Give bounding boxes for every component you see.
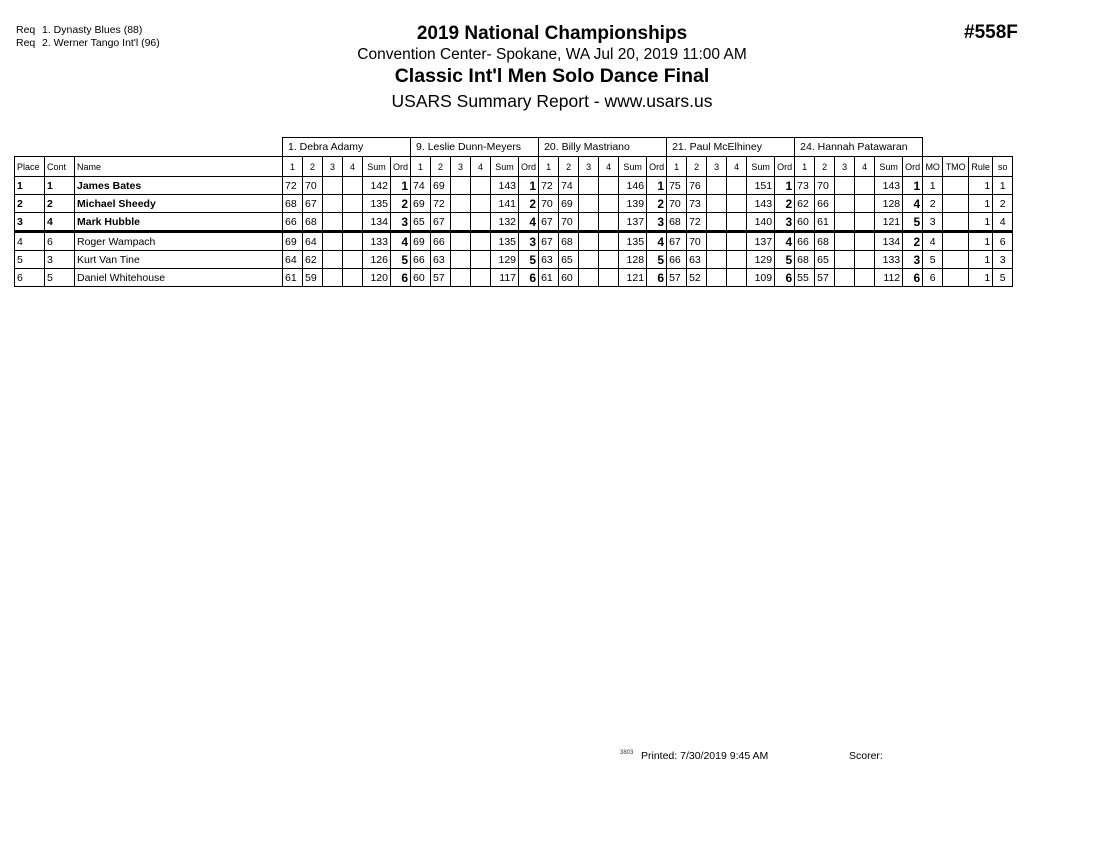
score-1-cell: 65 — [411, 213, 431, 232]
score-4-cell — [471, 213, 491, 232]
request-text: 2. Werner Tango Int'l (96) — [42, 37, 160, 49]
header-judge-col: Sum — [875, 157, 903, 177]
header-judge-col: 1 — [283, 157, 303, 177]
score-2-cell: 68 — [303, 213, 323, 232]
column-header-row — [15, 157, 1013, 177]
sum-cell: 135 — [619, 232, 647, 251]
score-2-cell: 76 — [687, 177, 707, 195]
header-judge-col: 4 — [343, 157, 363, 177]
score-4-cell — [599, 213, 619, 232]
score-3-cell — [323, 177, 343, 195]
score-4-cell — [855, 269, 875, 287]
mo-cell: 3 — [923, 213, 943, 232]
sum-cell: 117 — [491, 269, 519, 287]
header-judge-col: Ord — [903, 157, 923, 177]
score-3-cell — [579, 251, 599, 269]
score-2-cell: 52 — [687, 269, 707, 287]
sum-cell: 120 — [363, 269, 391, 287]
score-2-cell: 59 — [303, 269, 323, 287]
score-3-cell — [323, 232, 343, 251]
header-judge-col: 3 — [451, 157, 471, 177]
score-4-cell — [343, 251, 363, 269]
score-3-cell — [835, 213, 855, 232]
ordinal-cell: 1 — [391, 177, 411, 195]
score-2-cell: 74 — [559, 177, 579, 195]
sum-cell: 135 — [491, 232, 519, 251]
header-mo: MO — [923, 157, 943, 177]
tmo-cell — [943, 251, 969, 269]
ordinal-cell: 5 — [519, 251, 539, 269]
score-3-cell — [835, 232, 855, 251]
championship-title: 2019 National Championships — [416, 23, 688, 44]
header-judge-col: 4 — [599, 157, 619, 177]
judge-name: 20. Billy Mastriano — [539, 138, 667, 157]
score-1-cell: 70 — [539, 195, 559, 213]
header-tmo: TMO — [943, 157, 969, 177]
sum-cell: 142 — [363, 177, 391, 195]
score-3-cell — [835, 195, 855, 213]
results-table — [14, 137, 1013, 287]
score-2-cell: 57 — [815, 269, 835, 287]
so-cell: 1 — [993, 177, 1013, 195]
score-4-cell — [855, 251, 875, 269]
judge-name: 21. Paul McElhiney — [667, 138, 795, 157]
sum-cell: 140 — [747, 213, 775, 232]
score-4-cell — [471, 195, 491, 213]
event-code: #558F — [964, 22, 1018, 43]
score-3-cell — [451, 195, 471, 213]
header-judge-col: 2 — [303, 157, 323, 177]
score-4-cell — [471, 251, 491, 269]
sum-cell: 143 — [491, 177, 519, 195]
ordinal-cell: 4 — [519, 213, 539, 232]
score-4-cell — [343, 232, 363, 251]
score-3-cell — [579, 269, 599, 287]
header-judge-col: 4 — [855, 157, 875, 177]
sum-cell: 128 — [619, 251, 647, 269]
ordinal-cell: 4 — [775, 232, 795, 251]
printed-timestamp: Printed: 7/30/2019 9:45 AM — [641, 750, 769, 762]
header-judge-col: 4 — [727, 157, 747, 177]
scorer-label: Scorer: — [849, 750, 883, 762]
score-2-cell: 69 — [559, 195, 579, 213]
contestant-number-cell: 2 — [45, 195, 75, 213]
sum-cell: 133 — [363, 232, 391, 251]
ordinal-cell: 6 — [903, 269, 923, 287]
score-4-cell — [727, 269, 747, 287]
ordinal-cell: 4 — [647, 232, 667, 251]
score-4-cell — [599, 232, 619, 251]
score-4-cell — [343, 177, 363, 195]
sum-cell: 109 — [747, 269, 775, 287]
score-3-cell — [451, 269, 471, 287]
so-cell: 5 — [993, 269, 1013, 287]
so-cell: 6 — [993, 232, 1013, 251]
score-4-cell — [599, 177, 619, 195]
score-3-cell — [451, 177, 471, 195]
ordinal-cell: 2 — [391, 195, 411, 213]
so-cell: 3 — [993, 251, 1013, 269]
score-2-cell: 72 — [687, 213, 707, 232]
skater-name-cell: Daniel Whitehouse — [75, 269, 283, 287]
ordinal-cell: 6 — [391, 269, 411, 287]
score-4-cell — [599, 195, 619, 213]
score-1-cell: 66 — [795, 232, 815, 251]
score-1-cell: 73 — [795, 177, 815, 195]
score-2-cell: 66 — [815, 195, 835, 213]
score-3-cell — [707, 232, 727, 251]
result-row — [15, 177, 1013, 195]
score-3-cell — [835, 251, 855, 269]
ordinal-cell: 1 — [903, 177, 923, 195]
request-line — [16, 37, 160, 50]
score-1-cell: 68 — [667, 213, 687, 232]
sum-cell: 126 — [363, 251, 391, 269]
sum-cell: 133 — [875, 251, 903, 269]
score-3-cell — [323, 251, 343, 269]
header-so: so — [993, 157, 1013, 177]
score-3-cell — [707, 213, 727, 232]
contestant-number-cell: 3 — [45, 251, 75, 269]
rule-cell: 1 — [969, 269, 993, 287]
so-cell: 2 — [993, 195, 1013, 213]
sum-cell: 134 — [363, 213, 391, 232]
sum-cell: 135 — [363, 195, 391, 213]
header-judge-col: 2 — [687, 157, 707, 177]
score-1-cell: 69 — [411, 195, 431, 213]
score-4-cell — [855, 177, 875, 195]
judges-spacer — [15, 138, 283, 157]
so-cell: 4 — [993, 213, 1013, 232]
score-3-cell — [579, 177, 599, 195]
score-3-cell — [451, 232, 471, 251]
header-rule: Rule — [969, 157, 993, 177]
header-cont: Cont — [45, 157, 75, 177]
header-judge-col: Sum — [491, 157, 519, 177]
score-1-cell: 60 — [795, 213, 815, 232]
result-row — [15, 232, 1013, 251]
ordinal-cell: 2 — [903, 232, 923, 251]
tmo-cell — [943, 213, 969, 232]
place-cell: 1 — [15, 177, 45, 195]
mo-cell: 1 — [923, 177, 943, 195]
score-2-cell: 67 — [431, 213, 451, 232]
score-1-cell: 66 — [283, 213, 303, 232]
score-4-cell — [855, 195, 875, 213]
sum-cell: 134 — [875, 232, 903, 251]
score-2-cell: 68 — [815, 232, 835, 251]
header-judge-col: Ord — [647, 157, 667, 177]
judge-name: 1. Debra Adamy — [283, 138, 411, 157]
ordinal-cell: 5 — [903, 213, 923, 232]
ordinal-cell: 2 — [519, 195, 539, 213]
report-header — [302, 22, 802, 113]
ordinal-cell: 5 — [647, 251, 667, 269]
sum-cell: 137 — [747, 232, 775, 251]
ordinal-cell: 1 — [775, 177, 795, 195]
score-3-cell — [707, 269, 727, 287]
ordinal-cell: 2 — [775, 195, 795, 213]
skater-name-cell: Michael Sheedy — [75, 195, 283, 213]
ordinal-cell: 1 — [647, 177, 667, 195]
header-judge-col: 3 — [707, 157, 727, 177]
score-2-cell: 72 — [431, 195, 451, 213]
sum-cell: 129 — [491, 251, 519, 269]
score-1-cell: 70 — [667, 195, 687, 213]
ordinal-cell: 1 — [519, 177, 539, 195]
header-judge-col: Ord — [519, 157, 539, 177]
score-3-cell — [835, 177, 855, 195]
contestant-number-cell: 6 — [45, 232, 75, 251]
score-4-cell — [599, 269, 619, 287]
place-cell: 3 — [15, 213, 45, 232]
score-1-cell: 68 — [795, 251, 815, 269]
score-3-cell — [835, 269, 855, 287]
header-name: Name — [75, 157, 283, 177]
skater-name-cell: Kurt Van Tine — [75, 251, 283, 269]
score-2-cell: 67 — [303, 195, 323, 213]
score-3-cell — [707, 195, 727, 213]
score-3-cell — [707, 177, 727, 195]
score-3-cell — [579, 195, 599, 213]
score-1-cell: 72 — [539, 177, 559, 195]
tmo-cell — [943, 177, 969, 195]
score-1-cell: 63 — [539, 251, 559, 269]
score-1-cell: 67 — [539, 232, 559, 251]
judge-name: 24. Hannah Patawaran — [795, 138, 923, 157]
mo-cell: 4 — [923, 232, 943, 251]
report-title: USARS Summary Report - www.usars.us — [391, 91, 713, 111]
score-2-cell: 66 — [431, 232, 451, 251]
score-3-cell — [323, 213, 343, 232]
tmo-cell — [943, 269, 969, 287]
mo-cell: 6 — [923, 269, 943, 287]
header-judge-col: 4 — [471, 157, 491, 177]
ordinal-cell: 5 — [775, 251, 795, 269]
ordinal-cell: 4 — [391, 232, 411, 251]
score-4-cell — [727, 232, 747, 251]
ordinal-cell: 6 — [519, 269, 539, 287]
score-4-cell — [599, 251, 619, 269]
score-4-cell — [727, 177, 747, 195]
mo-cell: 2 — [923, 195, 943, 213]
mo-cell: 5 — [923, 251, 943, 269]
score-4-cell — [471, 269, 491, 287]
header-judge-col: Ord — [775, 157, 795, 177]
header-judge-col: 2 — [431, 157, 451, 177]
sum-cell: 128 — [875, 195, 903, 213]
score-1-cell: 61 — [539, 269, 559, 287]
score-1-cell: 62 — [795, 195, 815, 213]
skater-name-cell: James Bates — [75, 177, 283, 195]
sum-cell: 129 — [747, 251, 775, 269]
contestant-number-cell: 1 — [45, 177, 75, 195]
score-1-cell: 75 — [667, 177, 687, 195]
header-judge-col: 3 — [579, 157, 599, 177]
score-2-cell: 68 — [559, 232, 579, 251]
score-3-cell — [451, 251, 471, 269]
header-judge-col: 3 — [323, 157, 343, 177]
score-4-cell — [855, 232, 875, 251]
score-3-cell — [707, 251, 727, 269]
sum-cell: 141 — [491, 195, 519, 213]
score-2-cell: 65 — [559, 251, 579, 269]
score-1-cell: 66 — [411, 251, 431, 269]
score-2-cell: 69 — [431, 177, 451, 195]
result-row — [15, 269, 1013, 287]
request-label: Req — [16, 24, 36, 36]
score-2-cell: 70 — [815, 177, 835, 195]
sum-cell: 137 — [619, 213, 647, 232]
header-judge-col: 1 — [411, 157, 431, 177]
rule-cell: 1 — [969, 177, 993, 195]
ordinal-cell: 3 — [647, 213, 667, 232]
score-1-cell: 67 — [667, 232, 687, 251]
score-1-cell: 72 — [283, 177, 303, 195]
score-2-cell: 73 — [687, 195, 707, 213]
sum-cell: 146 — [619, 177, 647, 195]
ordinal-cell: 3 — [391, 213, 411, 232]
request-line — [16, 24, 160, 37]
event-title: Classic Int'l Men Solo Dance Final — [394, 65, 710, 87]
tmo-cell — [943, 195, 969, 213]
skater-name-cell: Mark Hubble — [75, 213, 283, 232]
score-1-cell: 66 — [667, 251, 687, 269]
sum-cell: 132 — [491, 213, 519, 232]
place-cell: 2 — [15, 195, 45, 213]
sum-cell: 112 — [875, 269, 903, 287]
score-1-cell: 60 — [411, 269, 431, 287]
ordinal-cell: 2 — [647, 195, 667, 213]
place-cell: 6 — [15, 269, 45, 287]
header-judge-col: 3 — [835, 157, 855, 177]
ordinal-cell: 6 — [775, 269, 795, 287]
header-judge-col: 2 — [559, 157, 579, 177]
header-judge-col: 2 — [815, 157, 835, 177]
judge-name: 9. Leslie Dunn-Meyers — [411, 138, 539, 157]
sum-cell: 139 — [619, 195, 647, 213]
score-4-cell — [727, 195, 747, 213]
score-1-cell: 69 — [411, 232, 431, 251]
rule-cell: 1 — [969, 213, 993, 232]
venue-date: Convention Center- Spokane, WA Jul 20, 2019 11:00 AM — [357, 46, 747, 63]
place-cell: 5 — [15, 251, 45, 269]
judges-row — [15, 138, 1013, 157]
score-2-cell: 57 — [431, 269, 451, 287]
sum-cell: 121 — [875, 213, 903, 232]
score-3-cell — [579, 232, 599, 251]
footer-code: 3803 — [620, 750, 634, 756]
score-1-cell: 67 — [539, 213, 559, 232]
score-2-cell: 63 — [687, 251, 707, 269]
result-row — [15, 213, 1013, 232]
score-4-cell — [343, 269, 363, 287]
result-row — [15, 195, 1013, 213]
requests-block — [16, 24, 160, 50]
ordinal-cell: 4 — [903, 195, 923, 213]
sum-cell: 143 — [747, 195, 775, 213]
header-judge-col: Sum — [747, 157, 775, 177]
score-4-cell — [855, 213, 875, 232]
score-1-cell: 68 — [283, 195, 303, 213]
score-2-cell: 64 — [303, 232, 323, 251]
score-1-cell: 74 — [411, 177, 431, 195]
score-2-cell: 70 — [559, 213, 579, 232]
rule-cell: 1 — [969, 232, 993, 251]
score-4-cell — [471, 177, 491, 195]
score-2-cell: 61 — [815, 213, 835, 232]
rule-cell: 1 — [969, 251, 993, 269]
score-2-cell: 62 — [303, 251, 323, 269]
request-text: 1. Dynasty Blues (88) — [42, 24, 143, 36]
result-row — [15, 251, 1013, 269]
header-judge-col: Sum — [619, 157, 647, 177]
sum-cell: 121 — [619, 269, 647, 287]
score-2-cell: 70 — [303, 177, 323, 195]
place-cell: 4 — [15, 232, 45, 251]
score-2-cell: 60 — [559, 269, 579, 287]
ordinal-cell: 6 — [647, 269, 667, 287]
score-3-cell — [579, 213, 599, 232]
score-1-cell: 69 — [283, 232, 303, 251]
ordinal-cell: 3 — [519, 232, 539, 251]
score-1-cell: 57 — [667, 269, 687, 287]
sum-cell: 143 — [875, 177, 903, 195]
request-label: Req — [16, 37, 36, 49]
header-judge-col: 1 — [539, 157, 559, 177]
score-4-cell — [727, 251, 747, 269]
score-4-cell — [343, 195, 363, 213]
header-judge-col: 1 — [667, 157, 687, 177]
header-judge-col: 1 — [795, 157, 815, 177]
score-4-cell — [343, 213, 363, 232]
contestant-number-cell: 5 — [45, 269, 75, 287]
score-2-cell: 65 — [815, 251, 835, 269]
score-4-cell — [471, 232, 491, 251]
rule-cell: 1 — [969, 195, 993, 213]
score-3-cell — [451, 213, 471, 232]
header-place: Place — [15, 157, 45, 177]
ordinal-cell: 5 — [391, 251, 411, 269]
judges-spacer — [923, 138, 1013, 157]
score-1-cell: 61 — [283, 269, 303, 287]
score-4-cell — [727, 213, 747, 232]
header-judge-col: Ord — [391, 157, 411, 177]
header-judge-col: Sum — [363, 157, 391, 177]
score-2-cell: 63 — [431, 251, 451, 269]
sum-cell: 151 — [747, 177, 775, 195]
skater-name-cell: Roger Wampach — [75, 232, 283, 251]
score-3-cell — [323, 195, 343, 213]
score-1-cell: 55 — [795, 269, 815, 287]
score-1-cell: 64 — [283, 251, 303, 269]
contestant-number-cell: 4 — [45, 213, 75, 232]
tmo-cell — [943, 232, 969, 251]
ordinal-cell: 3 — [903, 251, 923, 269]
score-3-cell — [323, 269, 343, 287]
score-2-cell: 70 — [687, 232, 707, 251]
ordinal-cell: 3 — [775, 213, 795, 232]
